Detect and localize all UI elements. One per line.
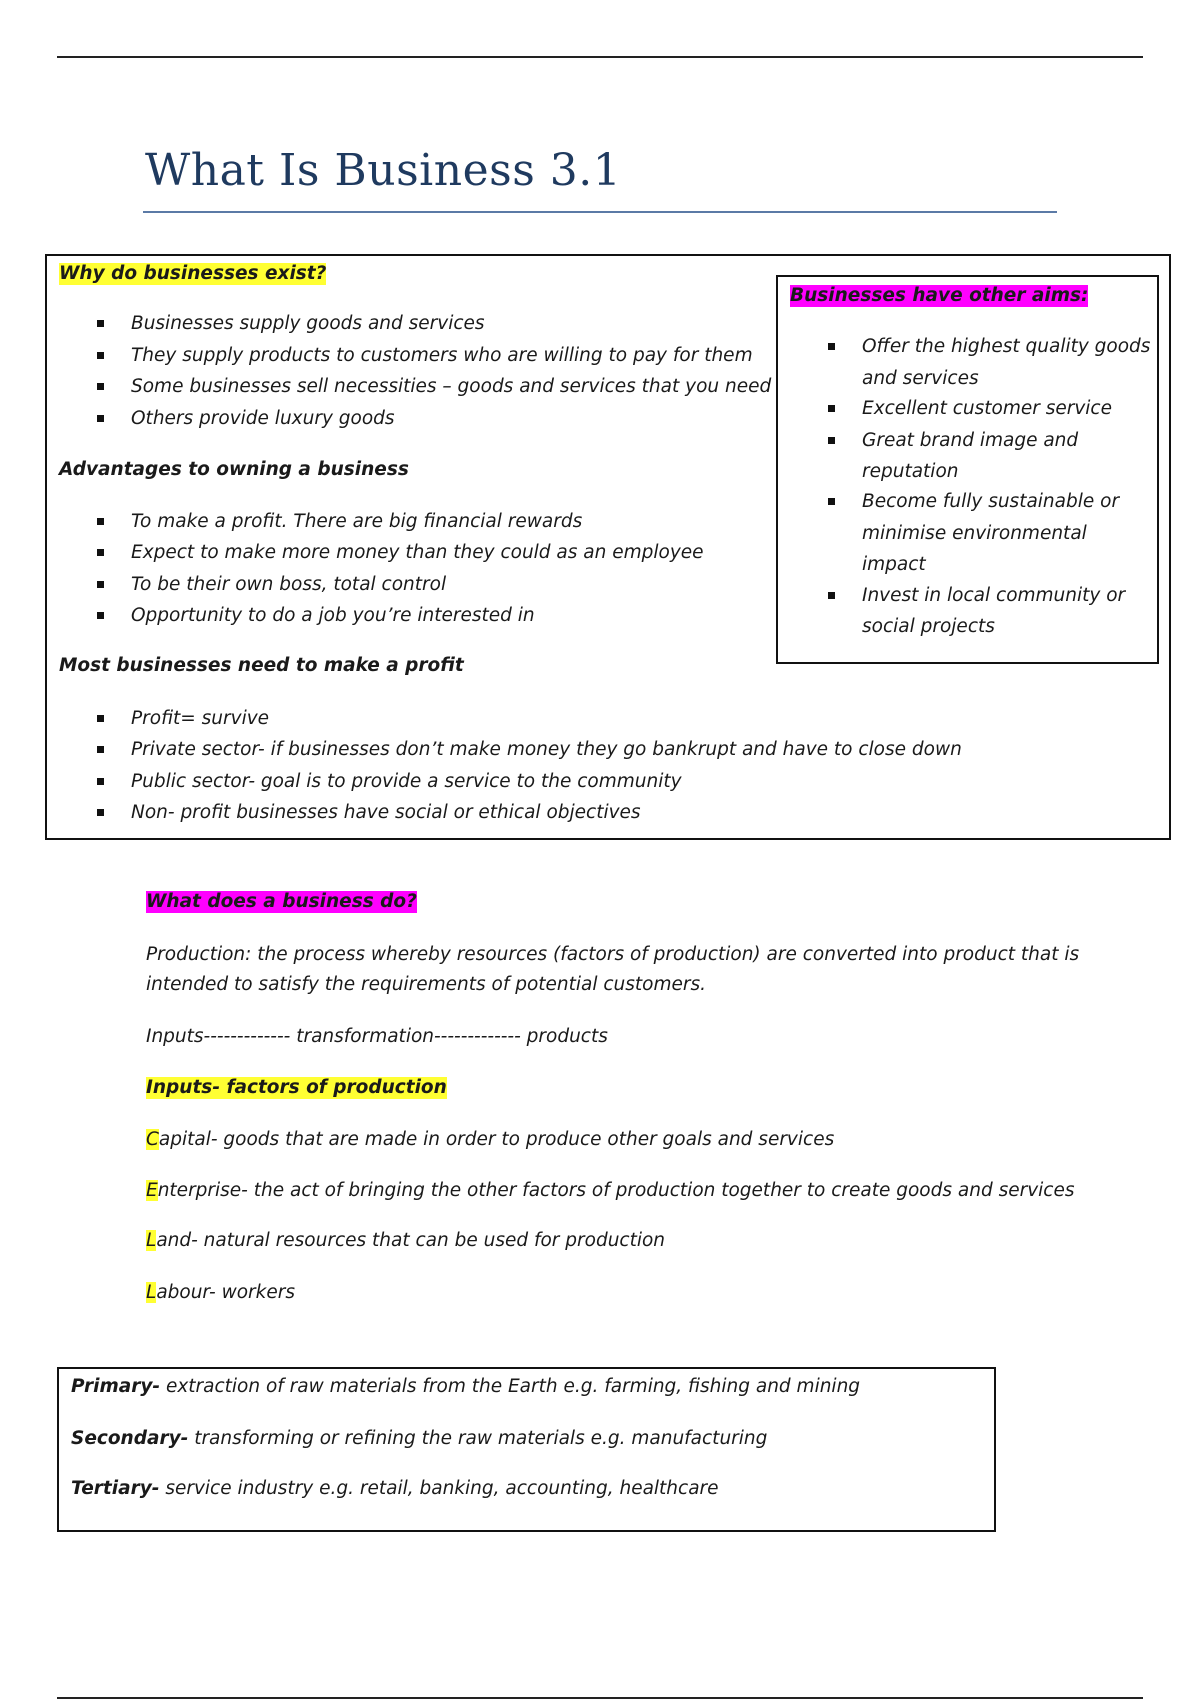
advantages-heading: Advantages to owning a business	[59, 459, 409, 480]
sector-label: Secondary-	[71, 1428, 189, 1449]
bullet	[97, 581, 104, 588]
factor-text: abour- workers	[156, 1282, 295, 1303]
bullet	[97, 809, 104, 816]
why-exist-heading: Why do businesses exist?	[59, 263, 327, 284]
factor-text: and- natural resources that can be used for production	[156, 1230, 666, 1251]
other-aims-item: Invest in local community or	[862, 585, 1126, 606]
bullet	[828, 498, 835, 505]
bullet	[828, 437, 835, 444]
bullet	[97, 352, 104, 359]
advantages-item: To be their own boss, total control	[131, 574, 447, 595]
sector-tertiary	[71, 1478, 719, 1500]
factor-initial: E	[146, 1180, 158, 1201]
other-aims-item: Excellent customer service	[862, 398, 1112, 419]
other-aims-item: Become fully sustainable or	[862, 491, 1120, 512]
factor-labour	[146, 1282, 295, 1304]
profit-item: Profit= survive	[131, 708, 270, 729]
factor-initial: L	[146, 1282, 157, 1303]
bullet	[97, 320, 104, 327]
other-aims-item: Offer the highest quality goods	[862, 336, 1151, 357]
bullet	[97, 778, 104, 785]
document-title: What Is Business 3.1	[145, 145, 622, 196]
sector-text: extraction of raw materials from the Earth e.g. farming, fishing and mining	[160, 1376, 861, 1397]
advantages-item: To make a profit. There are big financial rewards	[131, 511, 583, 532]
why-exist-item: Businesses supply goods and services	[131, 313, 485, 334]
sector-secondary	[71, 1428, 767, 1450]
bullet	[97, 549, 104, 556]
production-definition: intended to satisfy the requirements of potential customers.	[146, 974, 707, 995]
other-aims-item: minimise environmental	[862, 523, 1087, 544]
advantages-item: Expect to make more money than they could as an employee	[131, 542, 704, 563]
sector-label: Primary-	[71, 1376, 161, 1397]
production-flow: Inputs------------- transformation------------- products	[146, 1026, 608, 1047]
header-rule	[57, 56, 1143, 58]
bullet	[828, 405, 835, 412]
advantages-item: Opportunity to do a job you’re interested in	[131, 605, 535, 626]
what-do-heading: What does a business do?	[146, 891, 417, 912]
profit-heading: Most businesses need to make a profit	[59, 655, 464, 676]
production-definition: Production: the process whereby resources (factors of production) are converted into product that is	[146, 944, 1080, 965]
factor-text: apital- goods that are made in order to produce other goals and services	[158, 1129, 835, 1150]
bullet	[97, 383, 104, 390]
profit-item: Private sector- if businesses don’t make money they go bankrupt and have to close down	[131, 739, 962, 760]
profit-item: Public sector- goal is to provide a service to the community	[131, 771, 682, 792]
other-aims-item: and services	[862, 368, 979, 389]
footer-rule	[57, 1697, 1143, 1699]
factor-land	[146, 1230, 665, 1252]
other-aims-item: Great brand image and	[862, 430, 1079, 451]
bullet	[97, 518, 104, 525]
bullet	[97, 746, 104, 753]
sector-label: Tertiary-	[71, 1478, 160, 1499]
sector-text: transforming or refining the raw materials e.g. manufacturing	[188, 1428, 768, 1449]
factor-text: nterprise- the act of bringing the other factors of production together to create goods and services	[157, 1180, 1075, 1201]
other-aims-item: social projects	[862, 616, 995, 637]
title-underline	[143, 211, 1057, 213]
bullet	[97, 715, 104, 722]
factor-enterprise	[146, 1180, 1074, 1202]
bullet	[828, 592, 835, 599]
bullet	[97, 415, 104, 422]
sector-primary	[71, 1376, 860, 1398]
other-aims-heading: Businesses have other aims:	[790, 285, 1089, 306]
factor-initial: L	[146, 1230, 157, 1251]
why-exist-item: They supply products to customers who are willing to pay for them	[131, 345, 753, 366]
other-aims-item: impact	[862, 554, 926, 575]
factor-initial: C	[146, 1129, 159, 1150]
bullet	[97, 612, 104, 619]
other-aims-item: reputation	[862, 461, 959, 482]
why-exist-item: Others provide luxury goods	[131, 408, 395, 429]
profit-item: Non- profit businesses have social or ethical objectives	[131, 802, 641, 823]
factors-heading: Inputs- factors of production	[146, 1077, 447, 1098]
factor-capital	[146, 1129, 834, 1151]
why-exist-item: Some businesses sell necessities – goods and services that you need	[131, 376, 772, 397]
bullet	[828, 343, 835, 350]
sector-text: service industry e.g. retail, banking, accounting, healthcare	[159, 1478, 719, 1499]
